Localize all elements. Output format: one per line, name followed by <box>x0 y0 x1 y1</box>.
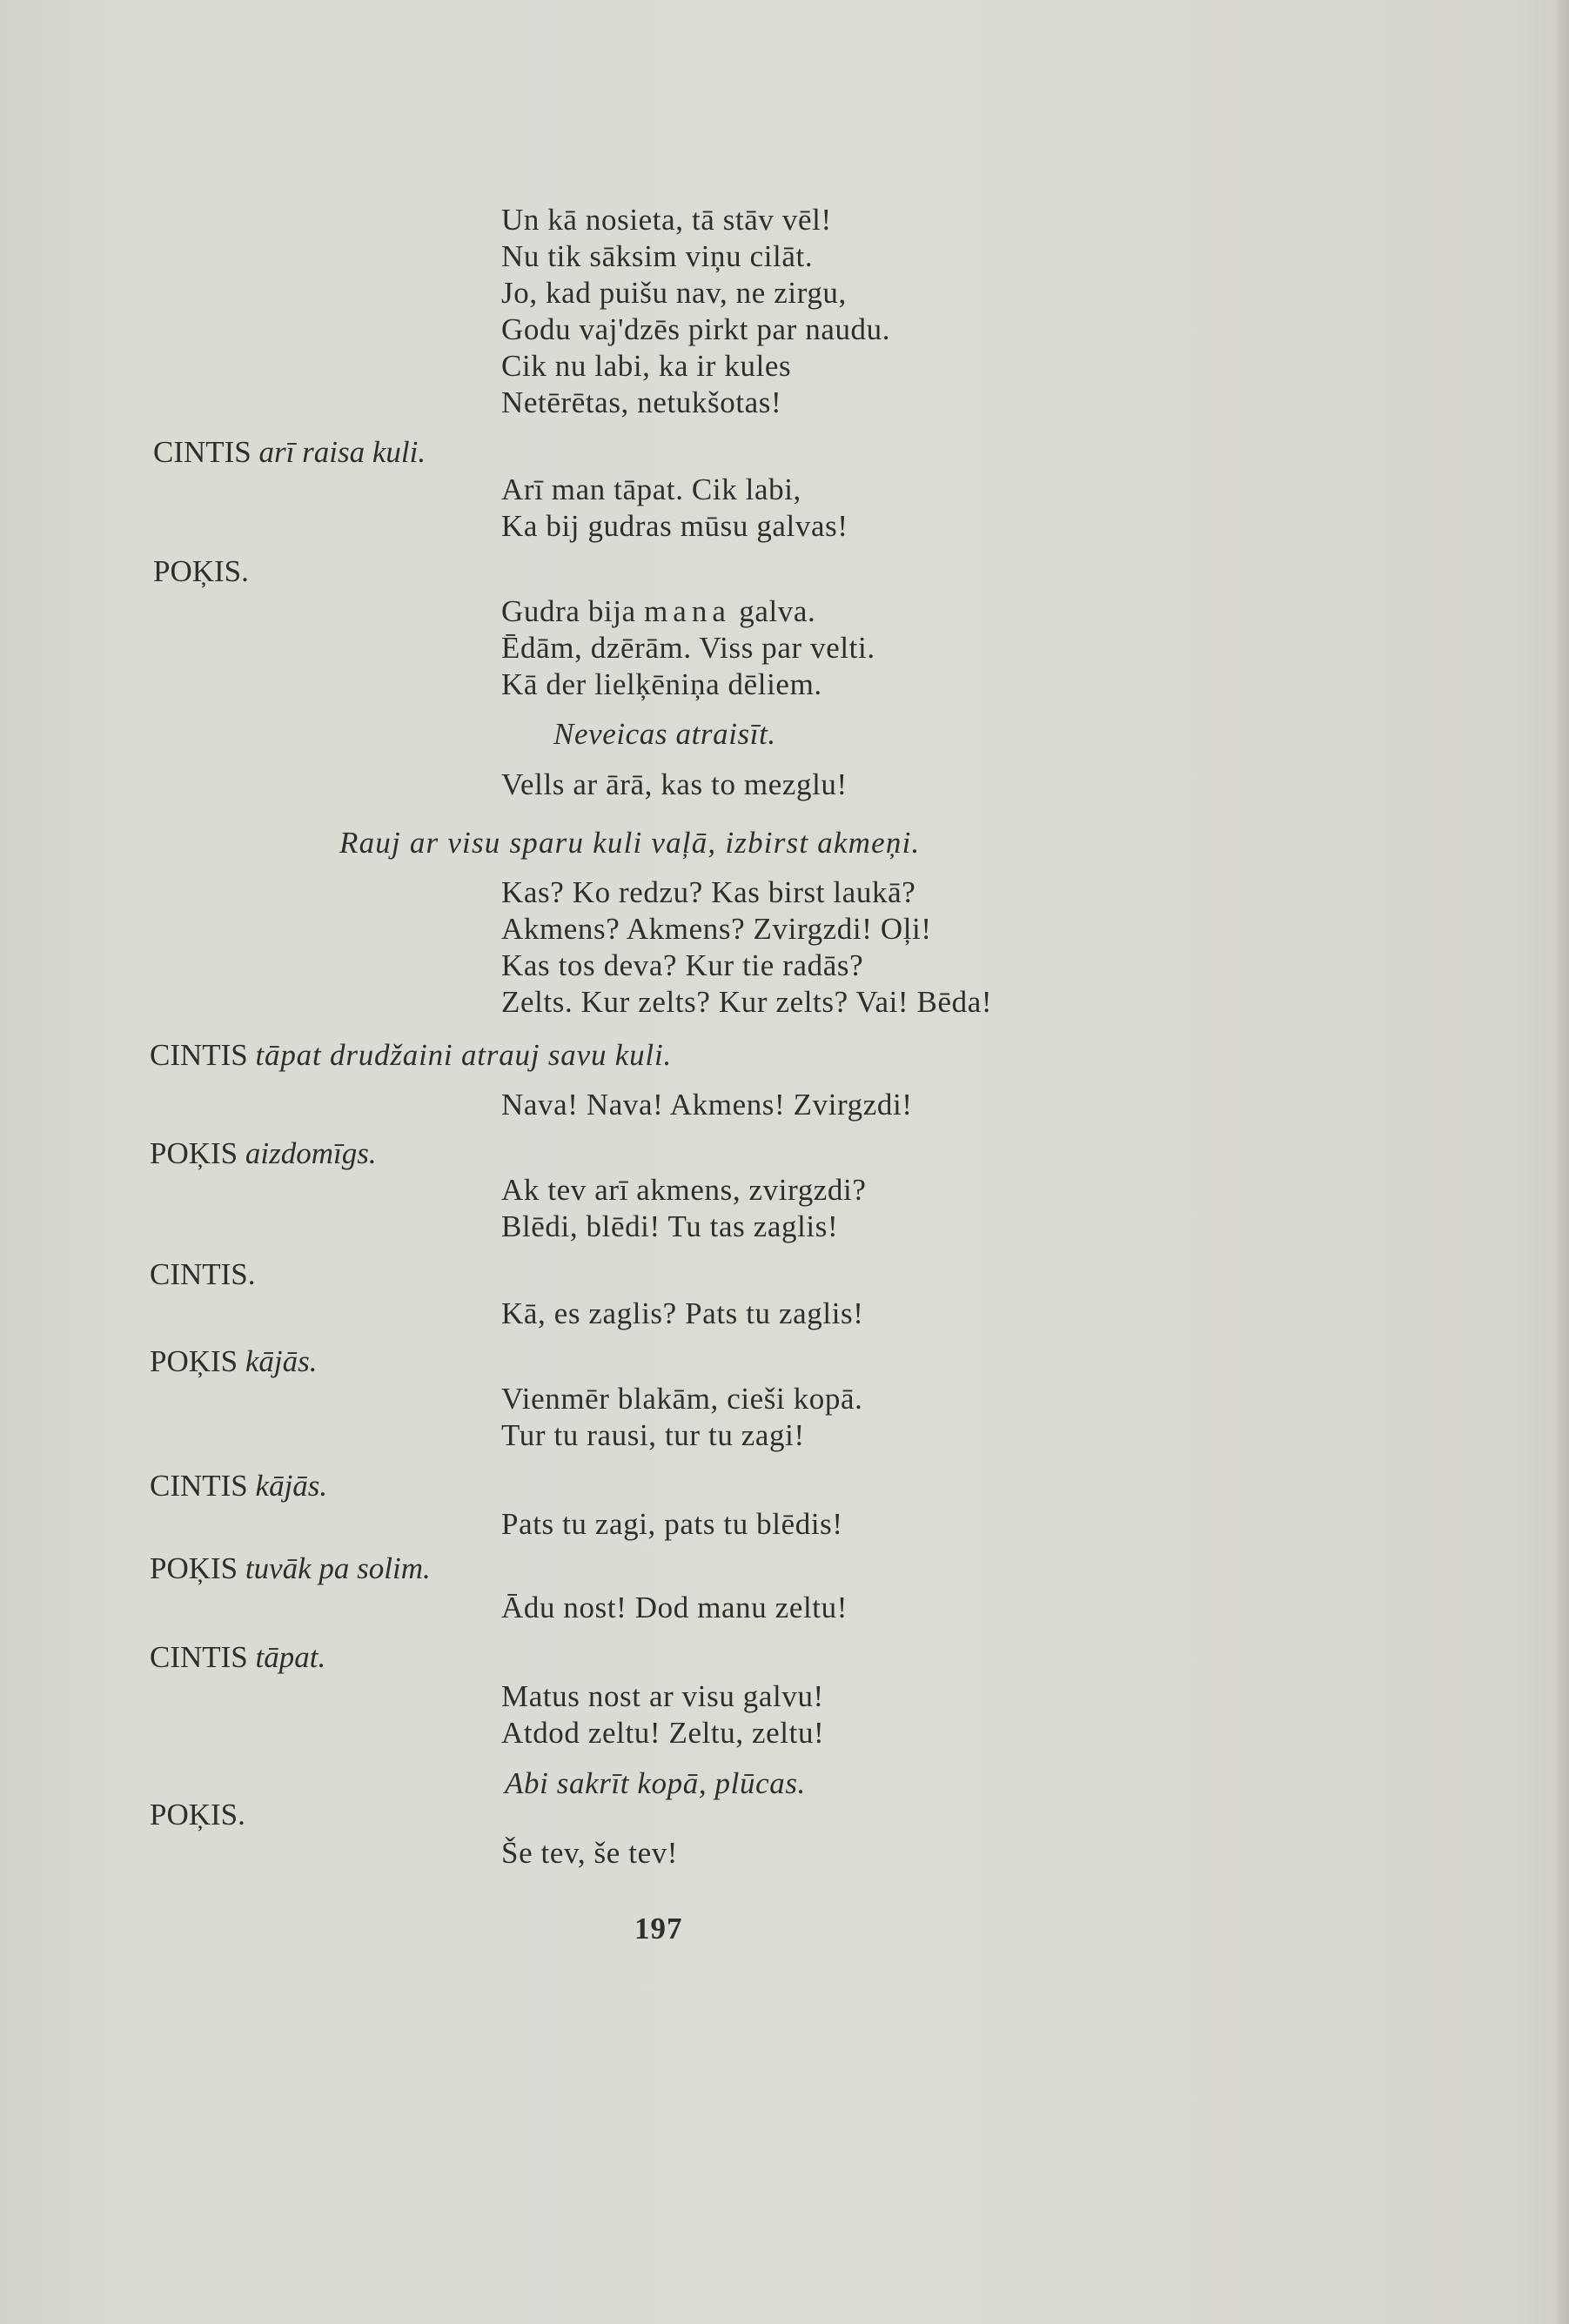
verse-line: Nu tik sāksim viņu cilāt. <box>501 239 814 273</box>
verse-line: Godu vaj'dzēs pirkt par naudu. <box>501 312 891 346</box>
speaker-name: CINTIS <box>150 1640 248 1674</box>
stage-direction: tuvāk pa solim. <box>245 1551 431 1585</box>
speaker-name: CINTIS <box>153 435 251 469</box>
stage-direction: tāpat drudžaini atrauj savu kuli. <box>255 1038 673 1072</box>
verse-line: Jo, kad puišu nav, ne zirgu, <box>501 276 847 310</box>
verse-line: Un kā nosieta, tā stāv vēl! <box>501 203 832 237</box>
verse-line <box>501 594 815 629</box>
stage-direction: Neveicas atraisīt. <box>553 717 776 751</box>
verse-line: Pats tu zagi, pats tu blēdis! <box>501 1507 843 1541</box>
speaker-name: CINTIS <box>150 1038 248 1072</box>
verse-line: Ak tev arī akmens, zvirgzdi? <box>501 1173 867 1207</box>
stage-direction: tāpat. <box>255 1640 326 1674</box>
verse-line: Zelts. Kur zelts? Kur zelts? Vai! Bēda! <box>501 985 993 1019</box>
spaced-emphasis: mana <box>644 594 731 628</box>
verse-line: Ādu nost! Dod manu zeltu! <box>501 1591 848 1624</box>
verse-line: Cik nu labi, ka ir kules <box>501 349 792 383</box>
speaker-cue <box>150 1640 325 1675</box>
verse-line: Kas tos deva? Kur tie radās? <box>501 948 864 982</box>
verse-line: Akmens? Akmens? Zvirgzdi! Oļi! <box>501 912 932 946</box>
stage-direction: arī raisa kuli. <box>258 435 426 469</box>
speaker-cue <box>150 1798 245 1832</box>
verse-fragment: galva. <box>739 594 816 628</box>
stage-direction: kājās. <box>245 1344 318 1378</box>
verse-line: Nava! Nava! Akmens! Zvirgzdi! <box>501 1088 913 1122</box>
verse-line: Vells ar ārā, kas to mezglu! <box>501 767 848 801</box>
verse-line: Ka bij gudras mūsu galvas! <box>501 509 848 543</box>
speaker-name: POĶIS. <box>150 1798 245 1832</box>
speaker-name: POĶIS. <box>153 554 249 588</box>
speaker-cue <box>150 1038 672 1073</box>
stage-direction: Abi sakrīt kopā, plūcas. <box>505 1766 806 1800</box>
stage-direction: kājās. <box>255 1469 328 1503</box>
verse-line: Atdod zeltu! Zeltu, zeltu! <box>501 1716 825 1750</box>
speaker-name: POĶIS <box>150 1136 238 1170</box>
verse-line: Vienmēr blakām, cieši kopā. <box>501 1382 863 1416</box>
verse-line: Netērētas, netukšotas! <box>501 385 782 419</box>
verse-line: Kā der lielķēniņa dēliem. <box>501 667 822 701</box>
stage-direction: aizdomīgs. <box>245 1136 377 1170</box>
speaker-cue <box>150 1257 256 1292</box>
verse-line: Ēdām, dzērām. Viss par velti. <box>501 631 875 665</box>
speaker-name: CINTIS. <box>150 1257 256 1291</box>
speaker-cue <box>150 1136 377 1171</box>
speaker-cue <box>153 435 426 470</box>
speaker-cue <box>153 554 249 589</box>
page-number: 197 <box>634 1912 683 1946</box>
verse-line: Kas? Ko redzu? Kas birst laukā? <box>501 875 916 909</box>
verse-line: Blēdi, blēdi! Tu tas zaglis! <box>501 1209 839 1243</box>
stage-direction: Rauj ar visu sparu kuli vaļā, izbirst akmeņi. <box>339 826 921 860</box>
speaker-cue <box>150 1551 431 1586</box>
verse-line: Arī man tāpat. Cik labi, <box>501 472 801 506</box>
speaker-name: CINTIS <box>150 1469 248 1503</box>
speaker-name: POĶIS <box>150 1551 238 1585</box>
verse-line: Matus nost ar visu galvu! <box>501 1679 824 1713</box>
speaker-name: POĶIS <box>150 1344 238 1378</box>
speaker-cue <box>150 1469 327 1504</box>
verse-line: Še tev, še tev! <box>501 1836 679 1870</box>
page-edge-shadow <box>1557 0 1569 2324</box>
verse-line: Kā, es zaglis? Pats tu zaglis! <box>501 1296 864 1330</box>
verse-fragment: Gudra bija <box>501 594 636 628</box>
verse-line: Tur tu rausi, tur tu zagi! <box>501 1418 805 1452</box>
speaker-cue <box>150 1344 318 1379</box>
